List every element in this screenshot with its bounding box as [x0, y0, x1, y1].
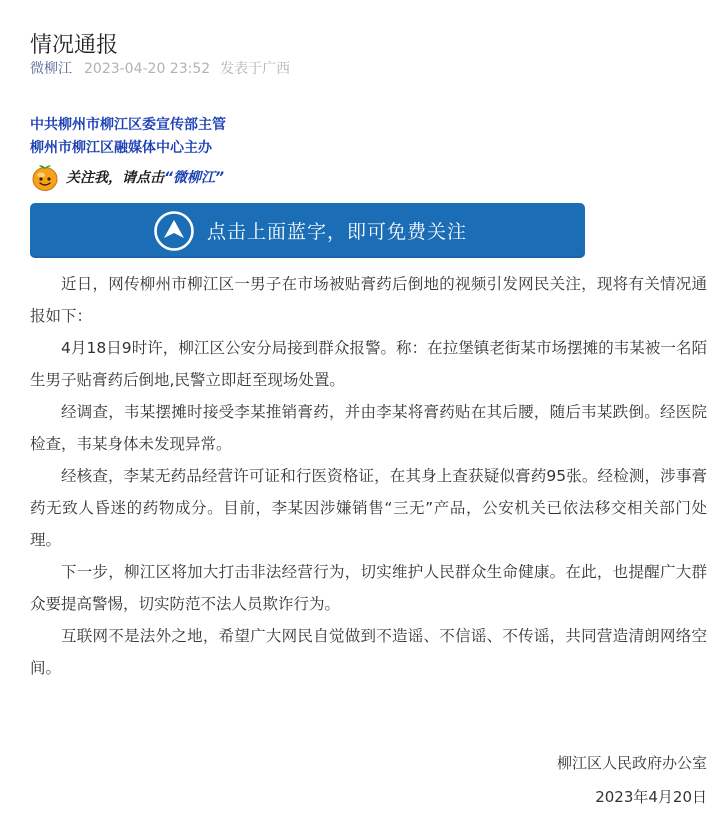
follow-text: [66, 167, 224, 187]
article-title: 情况通报: [30, 32, 119, 58]
paragraph: 近日，网传柳州市柳江区一男子在市场被贴膏药后倒地的视频引发网民关注，现将有关情况通报如下：: [30, 275, 707, 325]
paragraph: 互联网不是法外之地，希望广大网民自觉做到不造谣、不信谣、不传谣，共同营造清朗网络空间。: [30, 627, 707, 677]
paragraph: 经调查，韦某摆摊时接受李某推销膏药，并由李某将膏药贴在其后腰，随后韦某跌倒。经医院检查，韦某身体未发现异常。: [30, 403, 707, 453]
article-meta: [30, 59, 290, 79]
paragraph: 经核查，李某无药品经营许可证和行医资格证，在其身上查获疑似膏药95张。经检测，涉事膏药无致人昏迷的药物成分。目前，李某因涉嫌销售“三无”产品，公安机关已依法移交相关部门处理。: [30, 467, 707, 549]
signature-date: 2023年4月20日: [595, 788, 707, 806]
signature-office: 柳江区人民政府办公室: [556, 754, 707, 772]
org-line-supervisor: 中共柳州市柳江区委宣传部主管: [30, 117, 226, 133]
follow-banner-label: 点击上面蓝字，即可免费关注: [207, 221, 468, 243]
follow-prompt: [30, 162, 224, 192]
publish-time: 2023-04-20 23:52: [84, 61, 211, 77]
article-body: [30, 268, 707, 684]
publish-location: 发表于广西: [220, 61, 291, 77]
org-line-host: 柳州市柳江区融媒体中心主办: [30, 140, 212, 156]
follow-account-link[interactable]: “微柳江”: [164, 170, 225, 186]
follow-prefix: 关注我，请点击: [66, 170, 164, 186]
up-arrow-circle-icon: [153, 210, 195, 252]
orange-mascot-icon: [30, 162, 60, 192]
paragraph: 下一步，柳江区将加大打击非法经营行为，切实维护人民群众生命健康。在此，也提醒广大群众要提高警惕，切实防范不法人员欺诈行为。: [30, 563, 707, 613]
follow-banner-button[interactable]: [30, 203, 585, 258]
account-name-link[interactable]: 微柳江: [30, 61, 72, 77]
paragraph: 4月18日9时许，柳江区公安分局接到群众报警。称：在拉堡镇老街某市场摆摊的韦某被一名陌生男子贴膏药后倒地,民警立即赶至现场处置。: [30, 339, 707, 389]
